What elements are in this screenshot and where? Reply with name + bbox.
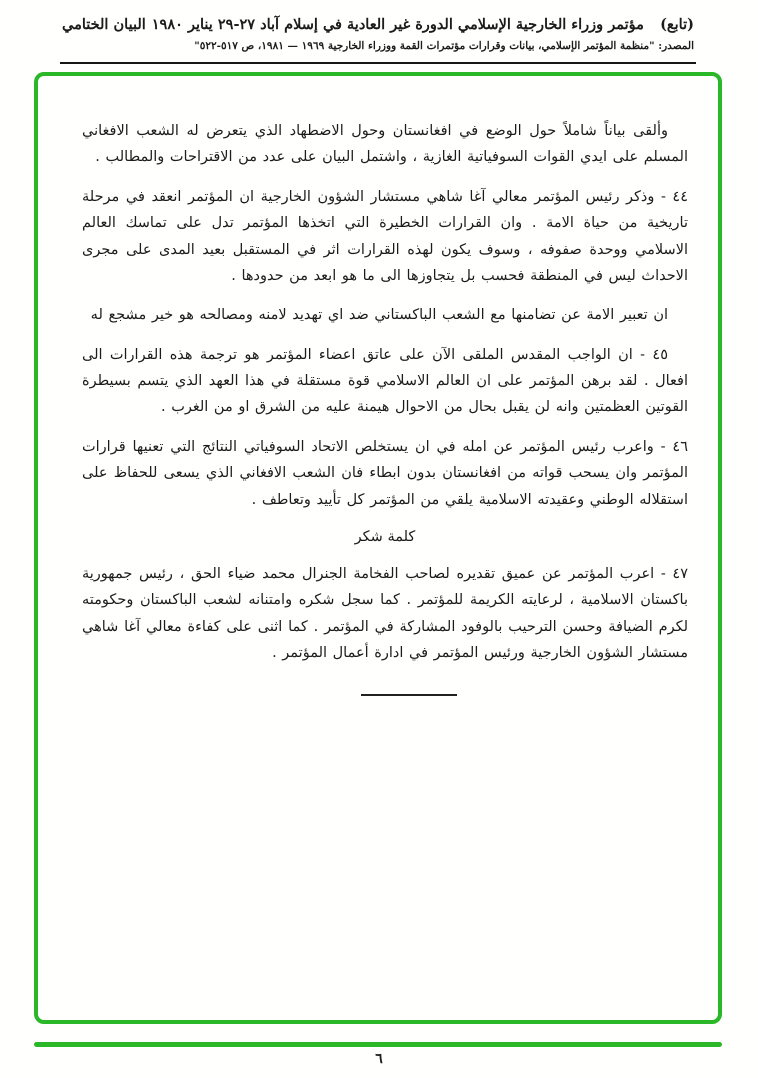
header-divider [60, 62, 696, 64]
body-paragraph: وألقى بياناً شاملاً حول الوضع في افغانستان وحول الاضطهاد الذي يتعرض له الشعب الافغاني المسلم على ايدي القوات السوفياتية الغازية ، واشتمل البيان على عدد من الاقتراحات والمطالب . [82, 123, 688, 166]
body-paragraph: ٤٥ - ان الواجب المقدس الملقى الآن على عاتق اعضاء المؤتمر هو ترجمة هذه القرارات الى افعال . لقد برهن المؤتمر على ان العالم الاسلامي قوة مستقلة في هذا العهد الذي يتسم بسيطرة القوتين العظمتين وانه لن يقبل بحال من الاحوال هيمنة عليه من الشرق او من الغرب . [82, 346, 688, 416]
end-of-text-divider [361, 694, 457, 696]
source-text: "منظمة المؤتمر الإسلامي، بيانات وقرارات مؤتمرات القمة ووزراء الخارجية ١٩٦٩ — ١٩٨١، ص ٥١٧-٥٢٢" [194, 39, 655, 52]
footer-green-line [34, 1042, 722, 1047]
body-paragraph: ان تعبير الامة عن تضامنها مع الشعب الباكستاني ضد اي تهديد لامنه ومصالحه هو خير مشجع له [90, 307, 668, 324]
content-frame [34, 72, 722, 1024]
document-subtitle: البيان الختامي [62, 16, 146, 33]
body-paragraph: ٤٤ - وذكر رئيس المؤتمر معالي آغا شاهي مستشار الشؤون الخارجية ان المؤتمر انعقد في مرحلة تاريخية من حياة الامة . وان القرارات الخطيرة التي اتخذها المؤتمر تدل على تماسك العالم الاسلامي ووحدة صفوفه ، وسوف يكون لهذه القرارات اثر في المستقبل بعيد المدى على مجرى الاحداث ليس في المنطقة فحسب بل يتجاوزها الى ما هو ابعد من حدودها . [82, 188, 688, 284]
body-paragraph: ٤٧ - اعرب المؤتمر عن عميق تقديره لصاحب الفخامة الجنرال محمد ضياء الحق ، رئيس جمهورية باكستان الاسلامية ، لرعايته الكريمة للمؤتمر . كما سجل شكره وامتنانه لشعب الباكستان وحكومته لكرم الضيافة وحسن الترحيب بالوفود المشاركة في المؤتمر . كما اثنى على كفاءة معالي آغا شاهي مستشار الشؤون الخارجية ورئيس المؤتمر في ادارة أعمال المؤتمر . [82, 565, 688, 661]
body-paragraph: ٤٦ - واعرب رئيس المؤتمر عن امله في ان يستخلص الاتحاد السوفياتي النتائج التي تعنيها قرارات المؤتمر وان يسحب قواته من افغانستان بدون ابطاء فان الشعب الافغاني الذي يسعى للحفاظ على استقلاله الوطني وعقيدته الاسلامية يلقي من المؤتمر كل تأييد وتعاطف . [82, 438, 688, 508]
source-label: المصدر: [658, 39, 694, 52]
title-main [62, 14, 644, 36]
document-title: مؤتمر وزراء الخارجية الإسلامي الدورة غير العادية في إسلام آباد ٢٧-٢٩ يناير ١٩٨٠ [151, 16, 644, 33]
document-header [62, 14, 694, 52]
continuation-tag: (تابع) [660, 16, 694, 33]
section-heading-thanks: كلمة شكر [354, 528, 416, 545]
title-line [62, 14, 694, 36]
page-number: ٦ [375, 1051, 383, 1067]
source-line [62, 40, 694, 52]
